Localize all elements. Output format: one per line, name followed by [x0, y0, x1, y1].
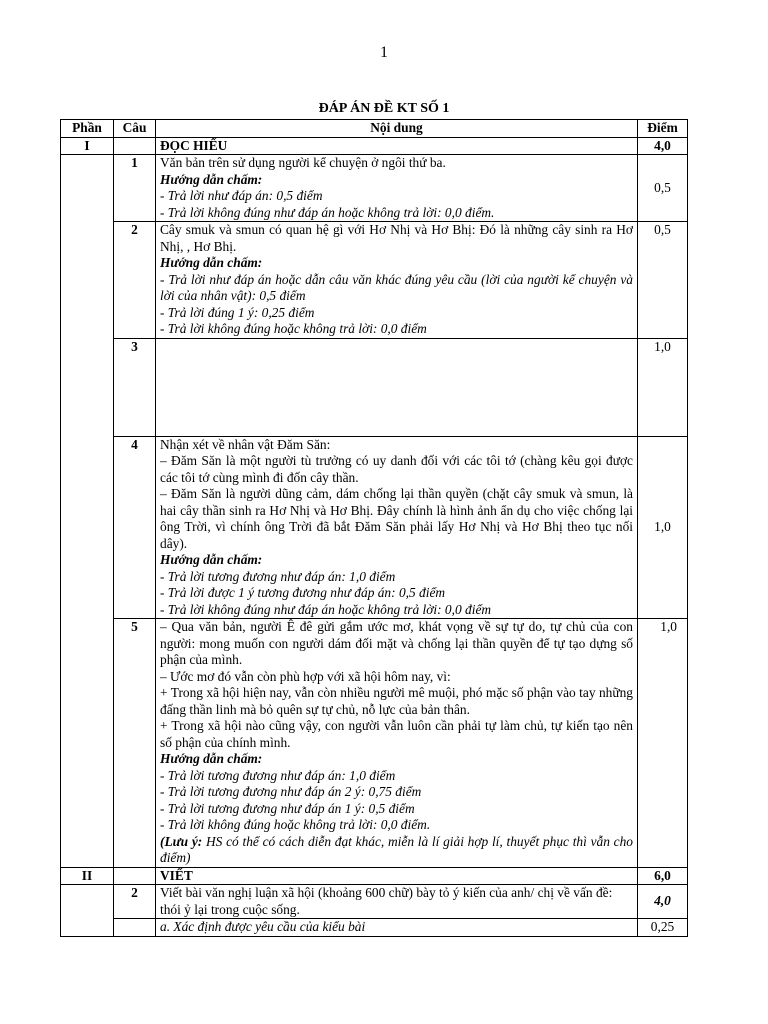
- guide-line: - Trả lời được 1 ý tương đương như đáp án: 0,5 điểm: [160, 585, 446, 600]
- answer-point: + Trong xã hội hiện nay, vẫn còn nhiều người mê muội, phó mặc số phận vào tay những đấng thần linh mà bỏ quên sự tự chủ, nỗ lực của bản thân.: [160, 685, 633, 717]
- answer-point: – Ước mơ đó vẫn còn phù hợp với xã hội hôm nay, vì:: [160, 668, 451, 684]
- question-score: 0,5: [638, 155, 688, 222]
- question-row-2: [61, 222, 688, 339]
- criterion-score: 0,25: [638, 919, 688, 937]
- question-score: 1,0: [638, 338, 688, 436]
- section-title: VIẾT: [156, 867, 638, 885]
- question-content: [156, 222, 638, 339]
- guide-line: - Trả lời tương đương như đáp án 1 ý: 0,5 điểm: [160, 800, 415, 816]
- guide-line: - Trả lời không đúng hoặc không trả lời: 0,0 điểm.: [160, 817, 431, 832]
- question-content: [156, 338, 638, 436]
- section-title: ĐỌC HIỂU: [156, 137, 638, 155]
- document-title: ĐÁP ÁN ĐỀ KT SỐ 1: [318, 101, 450, 116]
- guide-line: - Trả lời không đúng như đáp án hoặc không trả lời: 0,0 điểm.: [160, 204, 495, 220]
- guide-line: - Trả lời tương đương như đáp án: 1,0 điểm: [160, 568, 396, 584]
- question-number: 2: [114, 222, 156, 339]
- question-row-3: [61, 338, 688, 436]
- question-score: 4,0: [638, 885, 688, 919]
- guide-line: - Trả lời như đáp án: 0,5 điểm: [160, 188, 323, 203]
- question-content: [156, 155, 638, 222]
- answer-table: [60, 119, 688, 937]
- question-score: 0,5: [638, 222, 688, 339]
- guide-title: Hướng dẫn chấm:: [160, 171, 263, 187]
- writing-row-a: [61, 919, 688, 937]
- guide-title: Hướng dẫn chấm:: [160, 255, 263, 270]
- question-row-1: [61, 155, 688, 222]
- answer-text: Văn bản trên sử dụng người kể chuyện ở ngôi thứ ba.: [160, 155, 446, 170]
- guide-title: Hướng dẫn chấm:: [160, 552, 263, 567]
- guide-line: - Trả lời tương đương như đáp án: 1,0 điểm: [160, 767, 396, 783]
- section-part: I: [61, 137, 114, 155]
- answer-text: Cây smuk và smun có quan hệ gì với Hơ Nhị và Hơ Bhị: Đó là những cây sinh ra Hơ Nhị, , Hơ Bhị.: [160, 222, 633, 254]
- section-row-reading: [61, 137, 688, 155]
- note-label: (Lưu ý:: [160, 833, 203, 849]
- question-row-5: [61, 619, 688, 868]
- section-part: II: [61, 867, 114, 885]
- guide-line: - Trả lời không đúng như đáp án hoặc không trả lời: 0,0 điểm: [160, 601, 492, 617]
- answer-point: + Trong xã hội nào cũng vậy, con người vẫn luôn cần phải tự làm chủ, tự kiến tạo nên số phận của chính mình.: [160, 718, 633, 750]
- question-number: 2: [114, 885, 156, 919]
- header-content: Nội dung: [156, 120, 638, 138]
- guide-line: - Trả lời đúng 1 ý: 0,25 điểm: [160, 304, 315, 320]
- guide-title: Hướng dẫn chấm:: [160, 751, 263, 766]
- table-header-row: [61, 120, 688, 138]
- question-number: 3: [114, 338, 156, 436]
- answer-point: – Qua văn bản, người Ê đê gửi gắm ước mơ, khát vọng về sự tự do, tự chủ của con người: mong muốn con người dám đối mặt và chống lại thần quyền để tự tạo dựng số phận của mình.: [160, 619, 633, 667]
- criterion-text: a. Xác định được yêu cầu của kiểu bài: [156, 919, 638, 937]
- question-content: [156, 619, 638, 868]
- header-question: Câu: [114, 120, 156, 138]
- guide-line: - Trả lời không đúng hoặc không trả lời: 0,0 điểm: [160, 321, 427, 336]
- question-row-4: [61, 436, 688, 619]
- answer-point: – Đăm Săn là người dũng cảm, dám chống lại thần quyền (chặt cây smuk và smun, là hai cây thần sinh ra Hơ Nhị và Hơ Bhị. Đây chính là hình ảnh ẩn dụ cho việc chống lại ông Trời, vì chính ông Trời đã bắt Đăm Săn phải lấy Hơ Nhị và Hơ Bhị theo tục nối dây).: [160, 486, 633, 551]
- page-number: 1: [380, 44, 388, 61]
- question-content: [156, 436, 638, 619]
- guide-line: - Trả lời tương đương như đáp án 2 ý: 0,75 điểm: [160, 784, 422, 799]
- question-number: 5: [114, 619, 156, 868]
- header-score: Điểm: [638, 120, 688, 138]
- answer-text: Nhận xét về nhân vật Đăm Săn:: [160, 436, 331, 452]
- question-content: Viết bài văn nghị luận xã hội (khoảng 600 chữ) bày tỏ ý kiến của anh/ chị về vấn đề: thói ỷ lại trong cuộc sống.: [156, 885, 638, 919]
- writing-row-2: [61, 885, 688, 919]
- question-number: 4: [114, 436, 156, 619]
- guide-line: - Trả lời như đáp án hoặc dẫn câu văn khác đúng yêu cầu (lời của người kể chuyện và lời của nhân vật): 0,5 điểm: [160, 271, 633, 303]
- note-text: HS có thể có cách diễn đạt khác, miễn là lí giải hợp lí, thuyết phục thì vẫn cho điểm): [160, 833, 634, 865]
- question-number: 1: [114, 155, 156, 222]
- section-score: 6,0: [638, 867, 688, 885]
- answer-point: – Đăm Săn là một người tù trưởng có uy danh đối với các tôi tớ (chàng kêu gọi được các tôi tớ cùng mình đi đốn cây thần.: [160, 453, 633, 485]
- question-score: 1,0: [638, 436, 688, 619]
- section-score: 4,0: [638, 137, 688, 155]
- header-part: Phần: [61, 120, 114, 138]
- section-row-writing: [61, 867, 688, 885]
- question-score: 1,0: [638, 619, 688, 868]
- note: [160, 834, 633, 867]
